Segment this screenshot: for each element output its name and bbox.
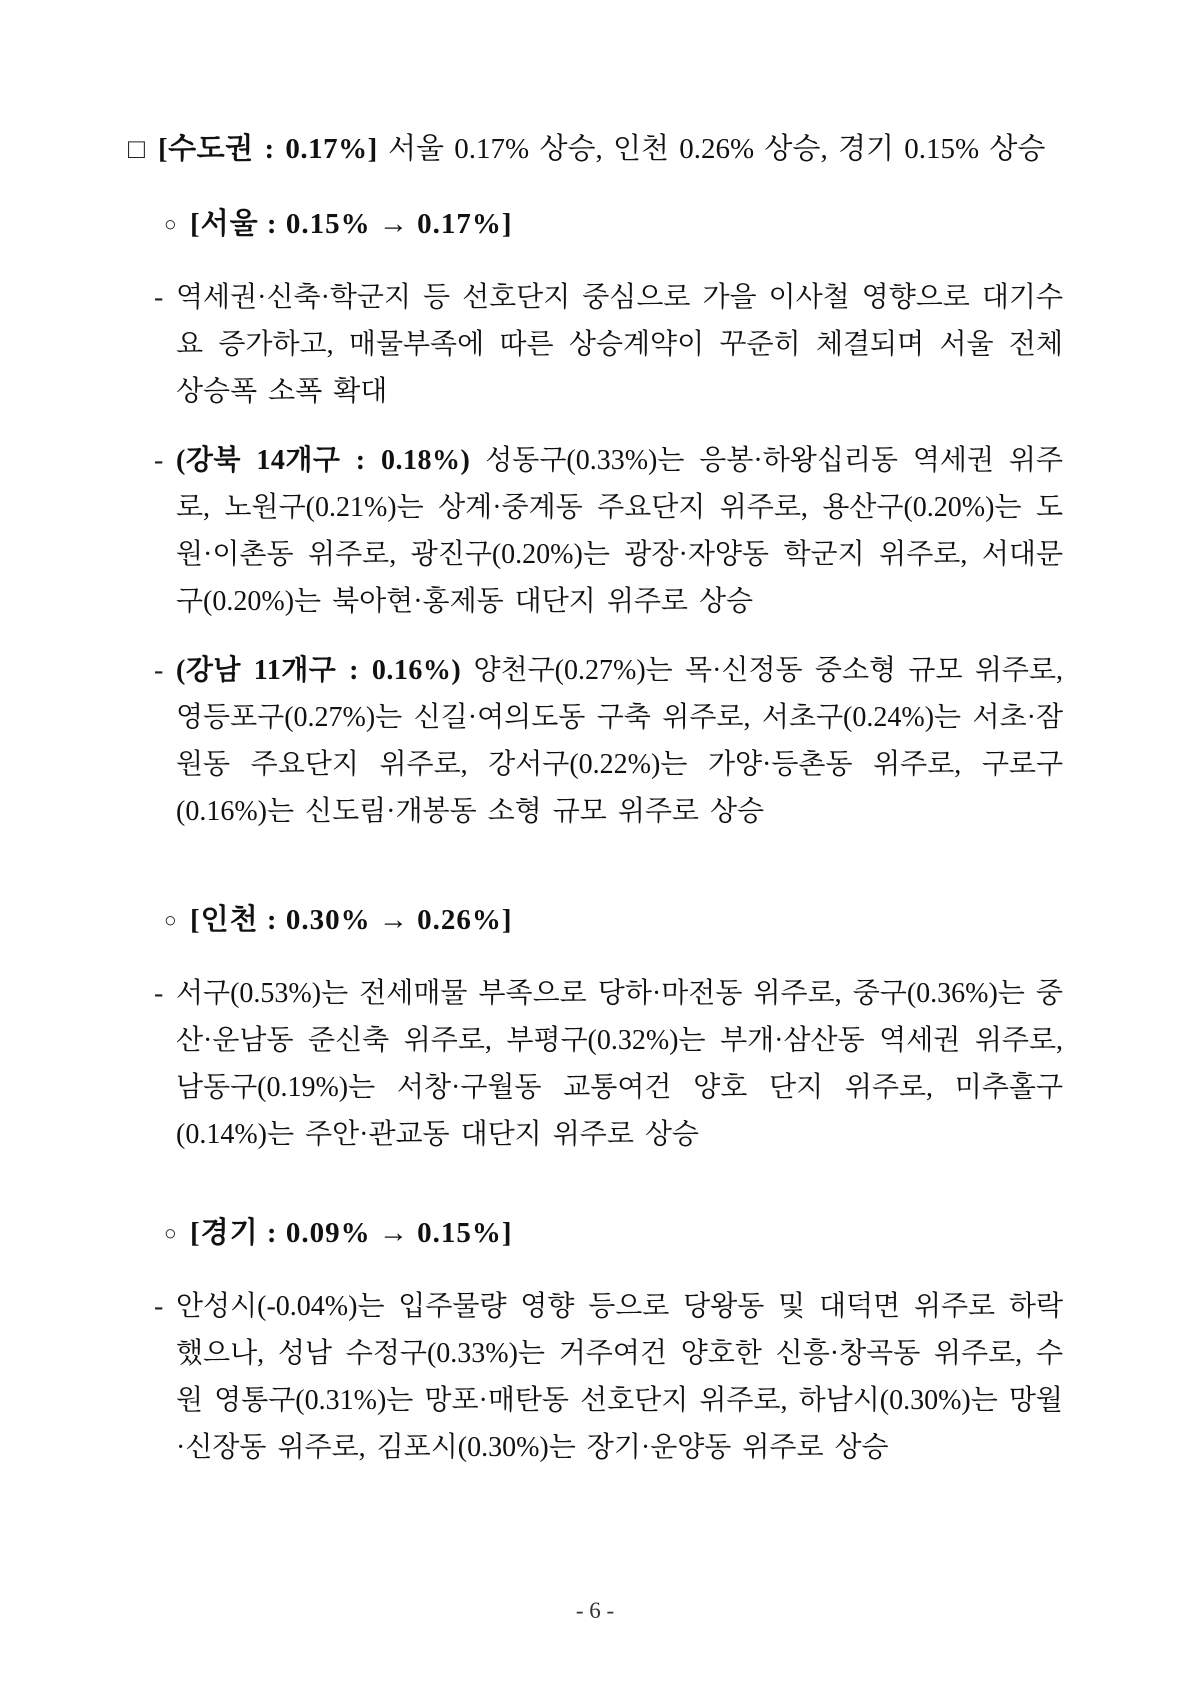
circle-bullet: ○ <box>164 212 177 236</box>
section-seoul <box>128 201 1063 835</box>
paragraph-lead: (강남 11개구 : 0.16%) <box>176 655 462 686</box>
paragraph-text: 서구(0.53%)는 전세매물 부족으로 당하·마전동 위주로, 중구(0.36%)는 중산·운남동 준신축 위주로, 부평구(0.32%)는 부개·삼산동 역세권 위주로, 남동구(0.19%)는 서창·구월동 교통여건 양호 단지 위주로, 미추홀구(0.14%)는 주안·관교동 대단지 위주로 상승 <box>176 978 1063 1150</box>
paragraph <box>154 1283 1063 1471</box>
paragraph-text <box>176 647 1063 835</box>
section-incheon <box>128 897 1063 1158</box>
paragraph-text <box>176 437 1063 625</box>
paragraph-body: 성동구(0.33%)는 응봉·하왕십리동 역세권 위주로, 노원구(0.21%)는 상계·중계동 주요단지 위주로, 용산구(0.20%)는 도원·이촌동 위주로, 광진구(0.20%)는 광장·자양동 학군지 위주로, 서대문구(0.20%)는 북아현·홍제동 대단지 위주로 상승 <box>176 445 1063 617</box>
paragraph <box>154 274 1063 415</box>
dash-bullet: - <box>154 282 164 313</box>
circle-bullet: ○ <box>164 1221 177 1245</box>
summary-text: 서울 0.17% 상승, 인천 0.26% 상승, 경기 0.15% 상승 <box>388 133 1046 165</box>
paragraph-body: 양천구(0.27%)는 목·신정동 중소형 규모 위주로, 영등포구(0.27%)는 신길·여의도동 구축 위주로, 서초구(0.24%)는 서초·잠원동 주요단지 위주로, 강서구(0.22%)는 가양·등촌동 위주로, 구로구(0.16%)는 신도림·개봉동 소형 규모 위주로 상승 <box>176 655 1063 827</box>
paragraph-text: 안성시(-0.04%)는 입주물량 영향 등으로 당왕동 및 대덕면 위주로 하락했으나, 성남 수정구(0.33%)는 거주여건 양호한 신흥·창곡동 위주로, 수원 영통구(0.31%)는 망포·매탄동 선호단지 위주로, 하남시(0.30%)는 망월·신장동 위주로, 김포시(0.30%)는 장기·운양동 위주로 상승 <box>176 1291 1063 1463</box>
dash-bullet: - <box>154 1291 164 1322</box>
square-bullet: □ <box>128 134 145 165</box>
paragraph <box>154 647 1063 835</box>
dash-bullet: - <box>154 445 164 476</box>
dash-bullet: - <box>154 978 164 1009</box>
summary-label: [수도권 : 0.17%] <box>158 133 378 165</box>
summary-line <box>128 126 1063 173</box>
paragraph <box>154 437 1063 625</box>
page-number: - 6 - <box>575 1598 615 1623</box>
section-heading-incheon <box>164 897 1063 944</box>
section-heading-gyeonggi <box>164 1210 1063 1257</box>
section-gyeonggi <box>128 1210 1063 1471</box>
paragraph-text: 역세권·신축·학군지 등 선호단지 중심으로 가을 이사철 영향으로 대기수요 증가하고, 매물부족에 따른 상승계약이 꾸준히 체결되며 서울 전체 상승폭 소폭 확대 <box>176 282 1063 407</box>
section-heading-text: [서울 : 0.15% → 0.17%] <box>190 208 513 240</box>
dash-bullet: - <box>154 655 164 686</box>
circle-bullet: ○ <box>164 908 177 932</box>
document-body <box>128 126 1063 1471</box>
summary-body <box>158 126 1063 173</box>
section-heading-seoul <box>164 201 1063 248</box>
section-heading-text: [인천 : 0.30% → 0.26%] <box>190 904 513 936</box>
section-heading-text: [경기 : 0.09% → 0.15%] <box>190 1217 513 1249</box>
paragraph-lead: (강북 14개구 : 0.18%) <box>176 445 471 476</box>
paragraph <box>154 970 1063 1158</box>
